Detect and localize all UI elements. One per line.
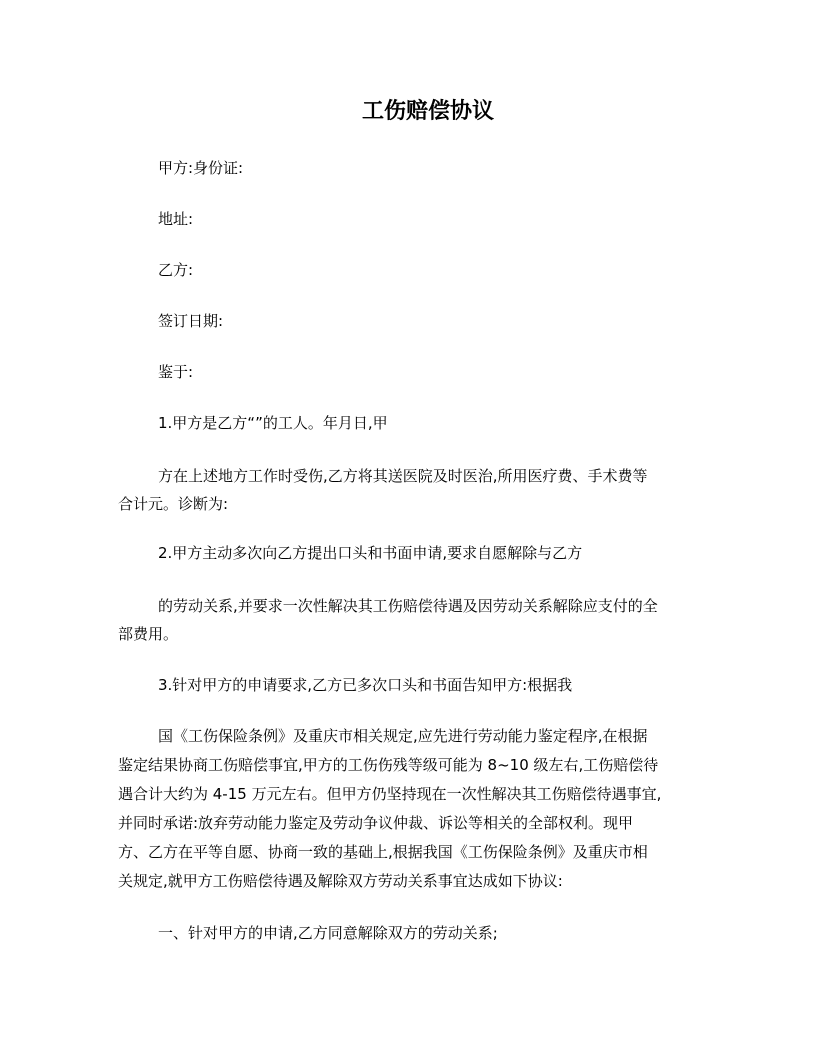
clause-3-line-1: 3.针对甲方的申请要求,乙方已多次口头和书面告知甲方:根据我: [158, 676, 573, 694]
clause-3-line-6: 方、乙方在平等自愿、协商一致的基础上,根据我国《工伤保险条例》及重庆市相: [118, 843, 648, 861]
party-a-id-line: 甲方:身份证:: [158, 159, 244, 177]
clause-3-line-3: 鉴定结果协商工伤赔偿事宜,甲方的工伤伤残等级可能为 8~10 级左右,工伤赔偿待: [118, 756, 659, 774]
address-line: 地址:: [158, 210, 194, 228]
whereas-line: 鉴于:: [158, 363, 194, 381]
agreement-item-1: 一、针对甲方的申请,乙方同意解除双方的劳动关系;: [158, 924, 498, 942]
clause-3-line-7: 关规定,就甲方工伤赔偿待遇及解除双方劳动关系事宜达成如下协议:: [118, 872, 563, 890]
clause-2-line-3: 部费用。: [118, 625, 179, 643]
party-b-line: 乙方:: [158, 261, 194, 279]
clause-1-line-3: 合计元。诊断为:: [118, 495, 229, 513]
clause-3-line-2: 国《工伤保险条例》及重庆市相关规定,应先进行劳动能力鉴定程序,在根据: [158, 727, 648, 745]
clause-1-line-1: 1.甲方是乙方“”的工人。年月日,甲: [158, 414, 388, 432]
clause-2-line-1: 2.甲方主动多次向乙方提出口头和书面申请,要求自愿解除与乙方: [158, 544, 583, 562]
sign-date-line: 签订日期:: [158, 312, 224, 330]
clause-3-line-5: 并同时承诺:放弃劳动能力鉴定及劳动争议仲裁、诉讼等相关的全部权利。现甲: [118, 814, 634, 832]
document-title: 工伤赔偿协议: [361, 98, 494, 124]
clause-1-line-2: 方在上述地方工作时受伤,乙方将其送医院及时医治,所用医疗费、手术费等: [158, 467, 648, 485]
clause-3-line-4: 遇合计大约为 4-15 万元左右。但甲方仍坚持现在一次性解决其工伤赔偿待遇事宜,: [118, 785, 662, 803]
clause-2-line-2: 的劳动关系,并要求一次性解决其工伤赔偿待遇及因劳动关系解除应支付的全: [158, 597, 658, 615]
